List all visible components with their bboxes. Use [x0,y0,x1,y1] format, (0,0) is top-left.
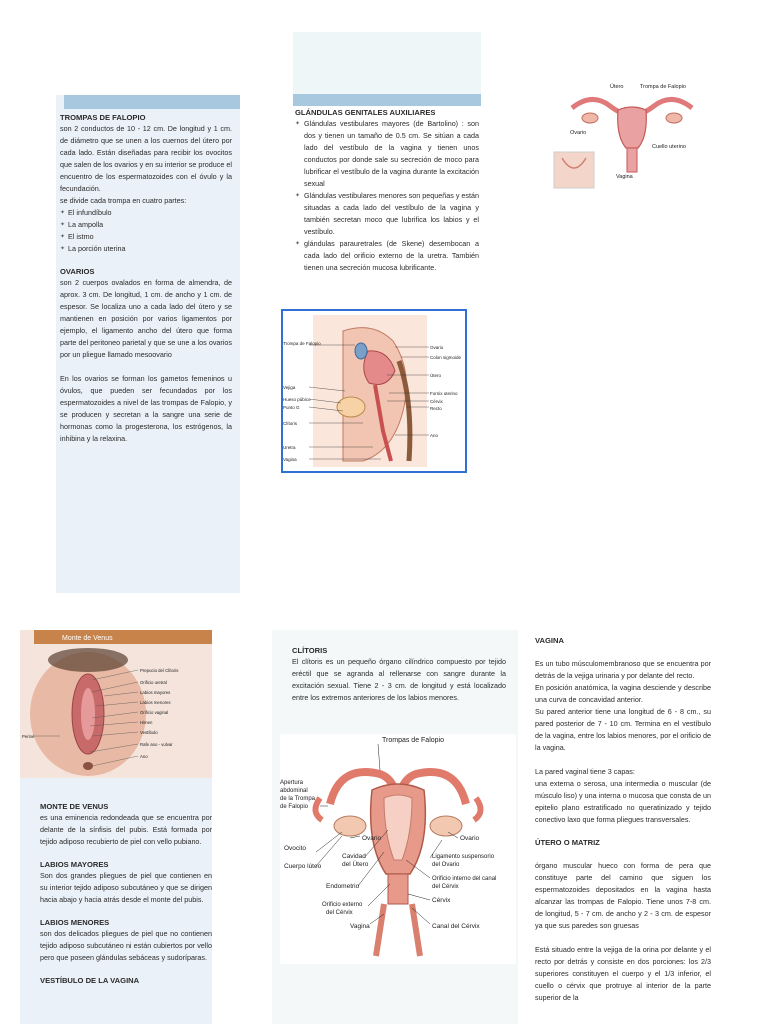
glandulas-title: GLÁNDULAS GENITALES AUXILIARES [295,108,436,117]
labios-menores-title: LABIOS MENORES [40,918,110,927]
list-item: ✦ El istmo [60,231,232,243]
label-cervix: Cérvix [432,897,451,904]
label-labios-menores: Labios menores [140,700,171,705]
uterus-large-diagram [280,734,516,964]
panel-top-blank [293,32,481,94]
label-labios-mayores: Labios mayores [140,690,171,695]
labios-menores-text: son dos delicados pliegues de piel que no contienen tejido adiposo subcutáneo ni están cubiertos por vello pero que poseen glándulas sebáceas y sudoríparas. [40,929,212,962]
label-cervix: Cérvix [430,399,443,404]
header-band [64,95,240,109]
utero-title: ÚTERO O MATRIZ [535,838,600,847]
label-cuello: Cuello uterino [652,144,686,150]
label-orificio-vaginal: Orificio vaginal [140,710,169,715]
label-orificio-uretral: Orificio uretral [140,680,167,685]
vagina-text-2: En posición anatómica, la vagina desciende y describe una curva de concavidad anterior. [535,683,711,704]
trompas-text: son 2 conductos de 10 - 12 cm. De longitud y 1 cm. de diámetro que se unen a los cuernos del útero por cada lado. Están diseñadas para recibir los ovocitos que salen de los ovarios y en su interior se produce el encuentro de los espermatozoides con el óvulo y la fecundación. [60,124,232,193]
label-ligamento: Ligamento suspensorio del Ovario [432,854,495,868]
utero-text-2: Está situado entre la vejiga de la orina por delante y el recto por detrás y consiste en dos porciones: los 2/3 superiores constituyen el cuerpo y el 1/3 inferior, el cuello o cérvix que protruye al interior de la parte superior de la [535,945,711,1002]
label-recto: Recto [430,406,442,411]
label-vejiga: Vejiga [283,385,296,390]
label-trompas: Trompas de Falopio [382,737,444,744]
label-endometrio: Endometrio [326,883,360,890]
label-utero: Útero [430,373,442,378]
label-ano: Ano [140,754,148,759]
vagina-title: VAGINA [535,636,564,645]
glandulas-list [295,118,479,274]
vagina-text-1: Es un tubo músculomembranoso que se encuentra por detrás de la vejiga urinaria y por delante del recto. [535,659,711,680]
list-item: ✦ Glándulas vestibulares menores son pequeñas y están situadas a cada lado del vestíbulo de la vagina y también secretan moco que lubrifica los labios y el vestíbulo. [295,190,479,238]
list-item: ✦ El infundíbulo [60,207,232,219]
list-item: ✦ Glándulas vestibulares mayores (de Bartolino) : son dos y tienen un tamaño de 0.5 cm. Se sitúan a cada lado del vestíbulo de la vagina y tienen unos conductos por donde sale su secreción de moco para lubrificar el vestíbulo de la vagina durante la excitación sexual [295,118,479,190]
vagina-text-3: Su pared anterior tiene una longitud de 6 - 8 cm., su pared posterior de 7 - 10 cm. Termina en el vestíbulo de la vagina, entre los labios menores, por el orificio de la vagina. [535,707,711,752]
label-uretra: Uretra [283,445,296,450]
label-trompa: Trompa de Falopio [640,84,686,90]
label-vagina: Vagina [283,457,297,462]
label-ovario-left: Ovario [362,835,382,842]
panel-clitoris [272,630,518,1024]
list-item: ✦ La porción uterina [60,243,232,255]
vagina-text-4: La pared vaginal tiene 3 capas: [535,767,635,776]
trompas-parts-list [60,207,232,255]
label-cuerpo-luteo: Cuerpo lúteo [284,863,322,870]
label-himen: Himen [140,720,153,725]
clitoris-title: CLÍTORIS [292,646,328,655]
label-prepucio: Prepucio del Clítoris [140,668,179,673]
trompas-title: TROMPAS DE FALOPIO [60,113,146,122]
label-vagina: Vagina [350,923,370,930]
label-ovocito: Ovocito [284,845,307,852]
label-orificio-externo: Orificio externo del Cérvix [322,902,363,916]
label-orificio-interno: Orificio interno del canal del Cérvix [432,876,497,890]
label-colon: Colon sigmoide [430,355,462,360]
utero-text-1: órgano muscular hueco con forma de pera que constituye parte del camino que siguen los espermatozoides depositados en la vagina hasta alcanzar las trompas de Falopio. Tiene unos 7-8 cm. de longitud, 5 - 7 cm. de ancho y 2 - 3 cm. de espesor ya que sus paredes son gruesas [535,861,711,930]
header-band [293,94,481,106]
label-apertura: Apertura abdominal de la Trompa de Falopio [280,780,316,810]
panel-vagina-utero [535,636,711,1024]
label-ovario: Ovario [570,130,587,136]
monte-text: es una eminencia redondeada que se encuentra por delante de la sínfisis del pubis. Está formada por tejido adiposo recubierto de piel con vello pubiano. [40,813,212,846]
list-item: ✦ glándulas parauretrales (de Skene) desembocan a cada lado del orificio externo de la uretra. También tienen una secreción mucosa lubrificante. [295,238,479,274]
sagittal-section-diagram [281,309,467,473]
trompas-intro: se divide cada trompa en cuatro partes: [60,196,187,205]
label-clitoris: Clítoris [283,421,298,426]
venus-figure-title: Monte de Venus [62,635,113,642]
panel-trompas-ovarios [56,95,240,593]
vagina-text-5: una externa o serosa, una intermedia o muscular (de músculo liso) y una interna o mucosa que consta de un epitelio plano estratificado no queratinizado y tejido conectivo laxo que forma pliegues transversales. [535,779,711,824]
list-item: ✦ La ampolla [60,219,232,231]
labios-mayores-title: LABIOS MAYORES [40,860,109,869]
label-ovario-right: Ovario [460,835,480,842]
vestibulo-title: VESTÍBULO DE LA VAGINA [40,976,140,985]
uterus-small-diagram [552,78,712,190]
label-fornix: Fornix uterino [430,391,458,396]
label-canal-cervix: Canal del Cérvix [432,923,480,930]
clitoris-text: El clítoris es un pequeño órgano cilíndrico compuesto por tejido eréctil que se agranda al rellenarse con sangre durante la excitación sexual. Tiene 2 - 3 cm. de longitud y está localizado entre los extremos anteriores de los labios menores. [292,657,506,702]
ovarios-title: OVARIOS [60,267,95,276]
label-utero: Útero [610,84,624,90]
label-ovario: Ovario [430,345,444,350]
vulva-diagram [20,630,212,778]
label-vestibulo: Vestíbulo [140,730,158,735]
label-hueso: Hueso púbico [283,397,311,402]
ovarios-text-1: son 2 cuerpos ovalados en forma de almendra, de aprox. 3 cm. De longitud, 1 cm. de ancho y 1 cm. de espesor. Se localiza uno a cada lado del útero y se mantienen en posición por varios ligamentos por ejemplo, el ligamento ancho del útero que forma parte del peritoneo parietal y que se une a los ovarios por un pliegue llamado mesoovario [60,278,232,359]
label-perine: Periné [22,734,35,739]
panel-monte-venus [20,630,212,1024]
monte-title: MONTE DE VENUS [40,802,109,811]
label-trompa: Trompa de Falopio [283,341,321,346]
label-ano: Ano [430,433,439,438]
label-rafe: Rafe ano - vulvar [140,742,173,747]
panel-glandulas [293,94,481,294]
labios-mayores-text: Son dos grandes pliegues de piel que contienen en su interior tejido adiposo subcutáneo y que se dirigen hacia abajo y hacia atrás desde el monte del pubis. [40,871,212,904]
ovarios-text-2: En los ovarios se forman los gametos femeninos u óvulos, que pueden ser fecundados por los espermatozoides a nivel de las trompas de Falopio, y se producen y secretan a la sangre una serie de hormonas como la progesterona, los estrógenos, la inhibina y la relaxina. [60,374,232,443]
label-vagina: Vagina [616,174,633,180]
label-punto-g: Punto G [283,405,300,410]
label-cavidad: Cavidad del Útero [342,853,369,868]
